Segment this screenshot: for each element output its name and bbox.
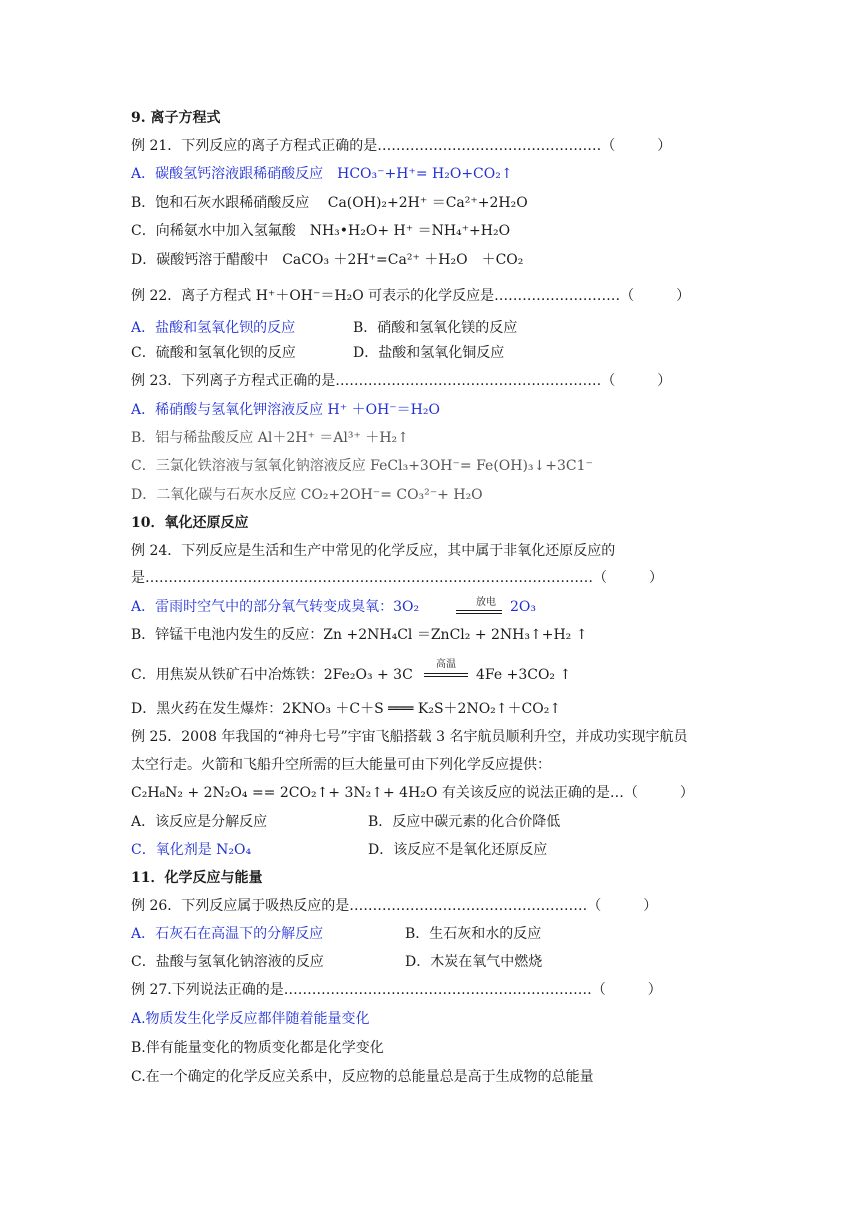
question-22-option-a: A．盐酸和氢氧化钡的反应: [131, 320, 296, 336]
question-24-option-c-product: 4Fe +3CO₂ ↑: [476, 667, 572, 683]
question-21-option-c: C．向稀氨水中加入氢氟酸 NH₃•H₂O+ H⁺ ＝NH₄⁺+H₂O: [131, 223, 511, 239]
question-21-option-d: D．碳酸钙溶于醋酸中 CaCO₃ ＋2H⁺=Ca²⁺ ＋H₂O ＋CO₂: [131, 252, 524, 268]
reaction-arrow-bar-top: [456, 610, 502, 611]
section-heading-11: 11．化学反应与能量: [131, 870, 263, 886]
question-22-option-d: D．盐酸和氢氧化铜反应: [353, 345, 505, 361]
question-22-stem: 例 22．离子方程式 H⁺＋OH⁻＝H₂O 可表示的化学反应是………………………（ ）: [131, 288, 691, 304]
question-27-stem: 例 27.下列说法正确的是…………………………………………………………（ ）: [131, 982, 662, 998]
question-25-option-b: B．反应中碳元素的化合价降低: [368, 814, 561, 830]
question-23-option-a: A．稀硝酸与氢氧化钾溶液反应 H⁺ ＋OH⁻＝H₂O: [131, 402, 440, 418]
question-22-option-b: B．硝酸和氢氧化镁的反应: [353, 320, 518, 336]
question-24-option-c: C．用焦炭从铁矿石中冶炼铁：2Fe₂O₃ + 3C: [131, 667, 413, 683]
question-24-option-b: B．锌锰干电池内发生的反应：Zn +2NH₄Cl ＝ZnCl₂ + 2NH₃↑+H₂ ↑: [131, 627, 588, 643]
question-24-option-a-product: 2O₃: [510, 599, 536, 615]
question-22-option-c: C．硫酸和氢氧化钡的反应: [131, 345, 296, 361]
reaction-arrow-bar-bottom: [456, 613, 502, 614]
reaction-arrow-bar-top: [424, 673, 468, 674]
question-23-option-d: D．二氧化碳与石灰水反应 CO₂+2OH⁻= CO₃²⁻+ H₂O: [131, 487, 483, 503]
question-25-stem-line2: 太空行走。火箭和飞船升空所需的巨大能量可由下列化学反应提供：: [131, 757, 551, 773]
section-heading-9: 9. 离子方程式: [131, 110, 221, 126]
question-25-stem-line1: 例 25．2008 年我国的“神舟七号”宇宙飞船搭载 3 名宇航员顺利升空，并成功实现宇航员: [131, 729, 688, 745]
question-24-option-d: D．黑火药在发生爆炸：2KNO₃ ＋C＋S ═══ K₂S＋2NO₂↑＋CO₂↑: [131, 701, 562, 717]
question-26-option-b: B．生石灰和水的反应: [405, 926, 542, 942]
question-24-stem-line2: 是……………………………………………………………………………………（ ）: [131, 570, 663, 586]
question-26-option-a: A．石灰石在高温下的分解反应: [131, 926, 324, 942]
question-27-option-b: B.伴有能量变化的物质变化都是化学变化: [131, 1040, 384, 1056]
question-25-option-c: C．氧化剂是 N₂O₄: [131, 842, 252, 858]
question-23-stem: 例 23．下列离子方程式正确的是…………………………………………………（ ）: [131, 373, 672, 389]
section-heading-10: 10．氧化还原反应: [131, 515, 249, 531]
question-23-option-b: B．铝与稀盐酸反应 Al＋2H⁺ ＝Al³⁺ ＋H₂↑: [131, 430, 409, 446]
question-26-option-d: D．木炭在氧气中燃烧: [405, 954, 543, 970]
reaction-condition-discharge: 放电: [476, 597, 496, 608]
question-25-stem-line3: C₂H₈N₂ + 2N₂O₄ == 2CO₂↑+ 3N₂↑+ 4H₂O 有关该反应的说法正确的是…（ ）: [131, 785, 694, 801]
question-25-option-a: A．该反应是分解反应: [131, 814, 268, 830]
question-21-option-b: B．饱和石灰水跟稀硝酸反应 Ca(OH)₂+2H⁺ ＝Ca²⁺+2H₂O: [131, 195, 528, 211]
reaction-condition-high-temp: 高温: [436, 659, 456, 670]
reaction-arrow-bar-bottom: [424, 676, 468, 677]
question-27-option-c: C.在一个确定的化学反应关系中，反应物的总能量总是高于生成物的总能量: [131, 1069, 594, 1085]
question-25-option-d: D．该反应不是氧化还原反应: [368, 842, 548, 858]
question-21-option-a: A．碳酸氢钙溶液跟稀硝酸反应 HCO₃⁻+H⁺= H₂O+CO₂↑: [131, 166, 513, 182]
question-26-option-c: C．盐酸与氢氧化钠溶液的反应: [131, 954, 324, 970]
question-24-option-a: A．雷雨时空气中的部分氧气转变成臭氧：3O₂: [131, 599, 420, 615]
question-26-stem: 例 26．下列反应属于吸热反应的是……………………………………………（ ）: [131, 898, 658, 914]
question-21-stem: 例 21．下列反应的离子方程式正确的是…………………………………………（ ）: [131, 138, 672, 154]
question-23-option-c: C．三氯化铁溶液与氢氧化钠溶液反应 FeCl₃+3OH⁻= Fe(OH)₃↓+3C1⁻: [131, 458, 593, 474]
question-24-stem-line1: 例 24．下列反应是生活和生产中常见的化学反应，其中属于非氧化还原反应的: [131, 543, 616, 559]
question-27-option-a: A.物质发生化学反应都伴随着能量变化: [131, 1011, 370, 1027]
